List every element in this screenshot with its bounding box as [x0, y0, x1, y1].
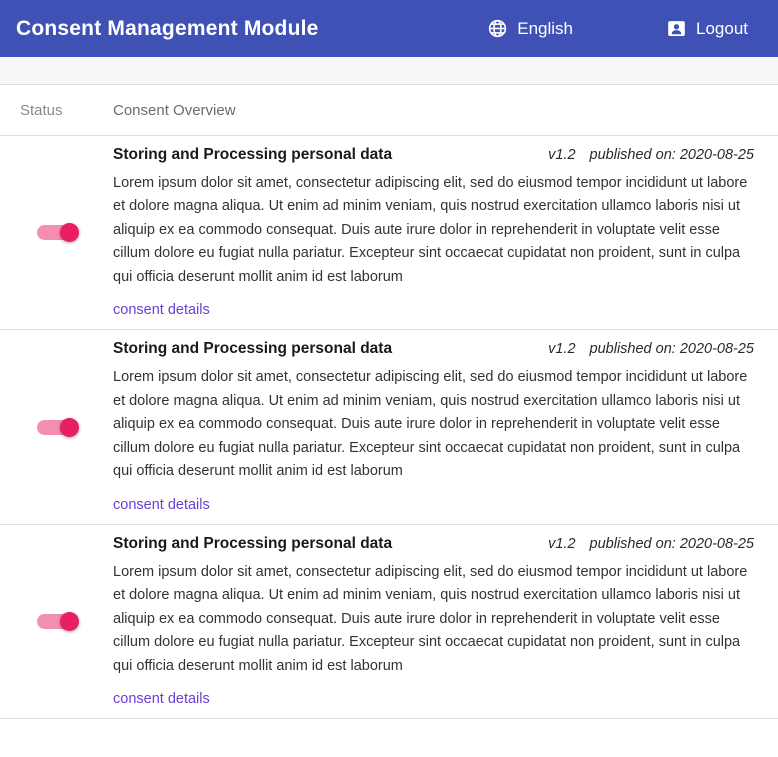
column-header-status: Status [20, 101, 63, 119]
consent-version: v1.2 [548, 535, 576, 552]
consent-published-date: published on: 2020-08-25 [589, 341, 754, 358]
toggle-knob [60, 612, 79, 631]
consent-meta [548, 341, 754, 357]
toolbar-strip [0, 57, 778, 85]
app-header [0, 0, 778, 57]
consent-details-link[interactable]: consent details [113, 496, 210, 513]
consent-details-link[interactable]: consent details [113, 691, 210, 708]
language-label: English [517, 18, 573, 38]
consent-description: Lorem ipsum dolor sit amet, consectetur adipiscing elit, sed do eiusmod tempor incididunt ut labore et dolore magna aliqua. Ut enim ad minim veniam, quis nostrud exercitation ullamco laboris nisi ut aliquip ex ea commodo consequat. Duis aute irure dolor in reprehenderit in voluptate velit esse cillum dolore eu fugiat nulla pariatur. Excepteur sint occaecat cupidatat non proident, sunt in culpa qui officia deserunt mollit anim id est laborum [113, 175, 748, 285]
consent-title: Storing and Processing personal data [113, 534, 393, 552]
consent-published-date: published on: 2020-08-25 [589, 147, 754, 163]
consent-status-cell [0, 136, 113, 329]
consent-status-cell [0, 330, 113, 523]
page-title: Consent Management Module [16, 16, 319, 40]
consent-toggle[interactable] [37, 420, 77, 435]
globe-icon [486, 18, 508, 40]
consent-headline [113, 146, 754, 164]
consent-headline [113, 535, 754, 553]
toggle-knob [60, 418, 79, 437]
user-badge-icon [665, 18, 687, 40]
consent-meta [548, 147, 754, 163]
consent-content [113, 525, 778, 718]
column-header-consent-overview: Consent Overview [113, 101, 236, 119]
consent-description: Lorem ipsum dolor sit amet, consectetur adipiscing elit, sed do eiusmod tempor incididunt ut labore et dolore magna aliqua. Ut enim ad minim veniam, quis nostrud exercitation ullamco laboris nisi ut aliquip ex ea commodo consequat. Duis aute irure dolor in reprehenderit in voluptate velit esse cillum dolore eu fugiat nulla pariatur. Excepteur sint occaecat cupidatat non proident, sunt in culpa qui officia deserunt mollit anim id est laborum [113, 369, 748, 480]
table-row [0, 525, 778, 719]
language-selector[interactable] [486, 18, 573, 40]
consent-version: v1.2 [548, 147, 576, 163]
consent-content [113, 330, 778, 523]
toggle-knob [60, 223, 79, 242]
table-row [0, 136, 778, 330]
consent-description: Lorem ipsum dolor sit amet, consectetur adipiscing elit, sed do eiusmod tempor incididunt ut labore et dolore magna aliqua. Ut enim ad minim veniam, quis nostrud exercitation ullamco laboris nisi ut aliquip ex ea commodo consequat. Duis aute irure dolor in reprehenderit in voluptate velit esse cillum dolore eu fugiat nulla pariatur. Excepteur sint occaecat cupidatat non proident, sunt in culpa qui officia deserunt mollit anim id est laborum [113, 563, 748, 674]
consent-details-link[interactable]: consent details [113, 302, 210, 319]
logout-label: Logout [696, 18, 748, 38]
consent-meta [548, 536, 754, 552]
consent-title: Storing and Processing personal data [113, 146, 393, 163]
logout-button[interactable] [665, 18, 748, 40]
consent-content [113, 136, 778, 329]
consent-status-cell [0, 525, 113, 718]
table-header [0, 85, 778, 136]
consent-title: Storing and Processing personal data [113, 340, 393, 358]
consent-toggle[interactable] [37, 614, 77, 629]
consent-headline [113, 340, 754, 358]
consent-toggle[interactable] [37, 225, 77, 240]
consent-version: v1.2 [548, 341, 576, 358]
consent-published-date: published on: 2020-08-25 [589, 535, 754, 552]
table-row [0, 330, 778, 524]
